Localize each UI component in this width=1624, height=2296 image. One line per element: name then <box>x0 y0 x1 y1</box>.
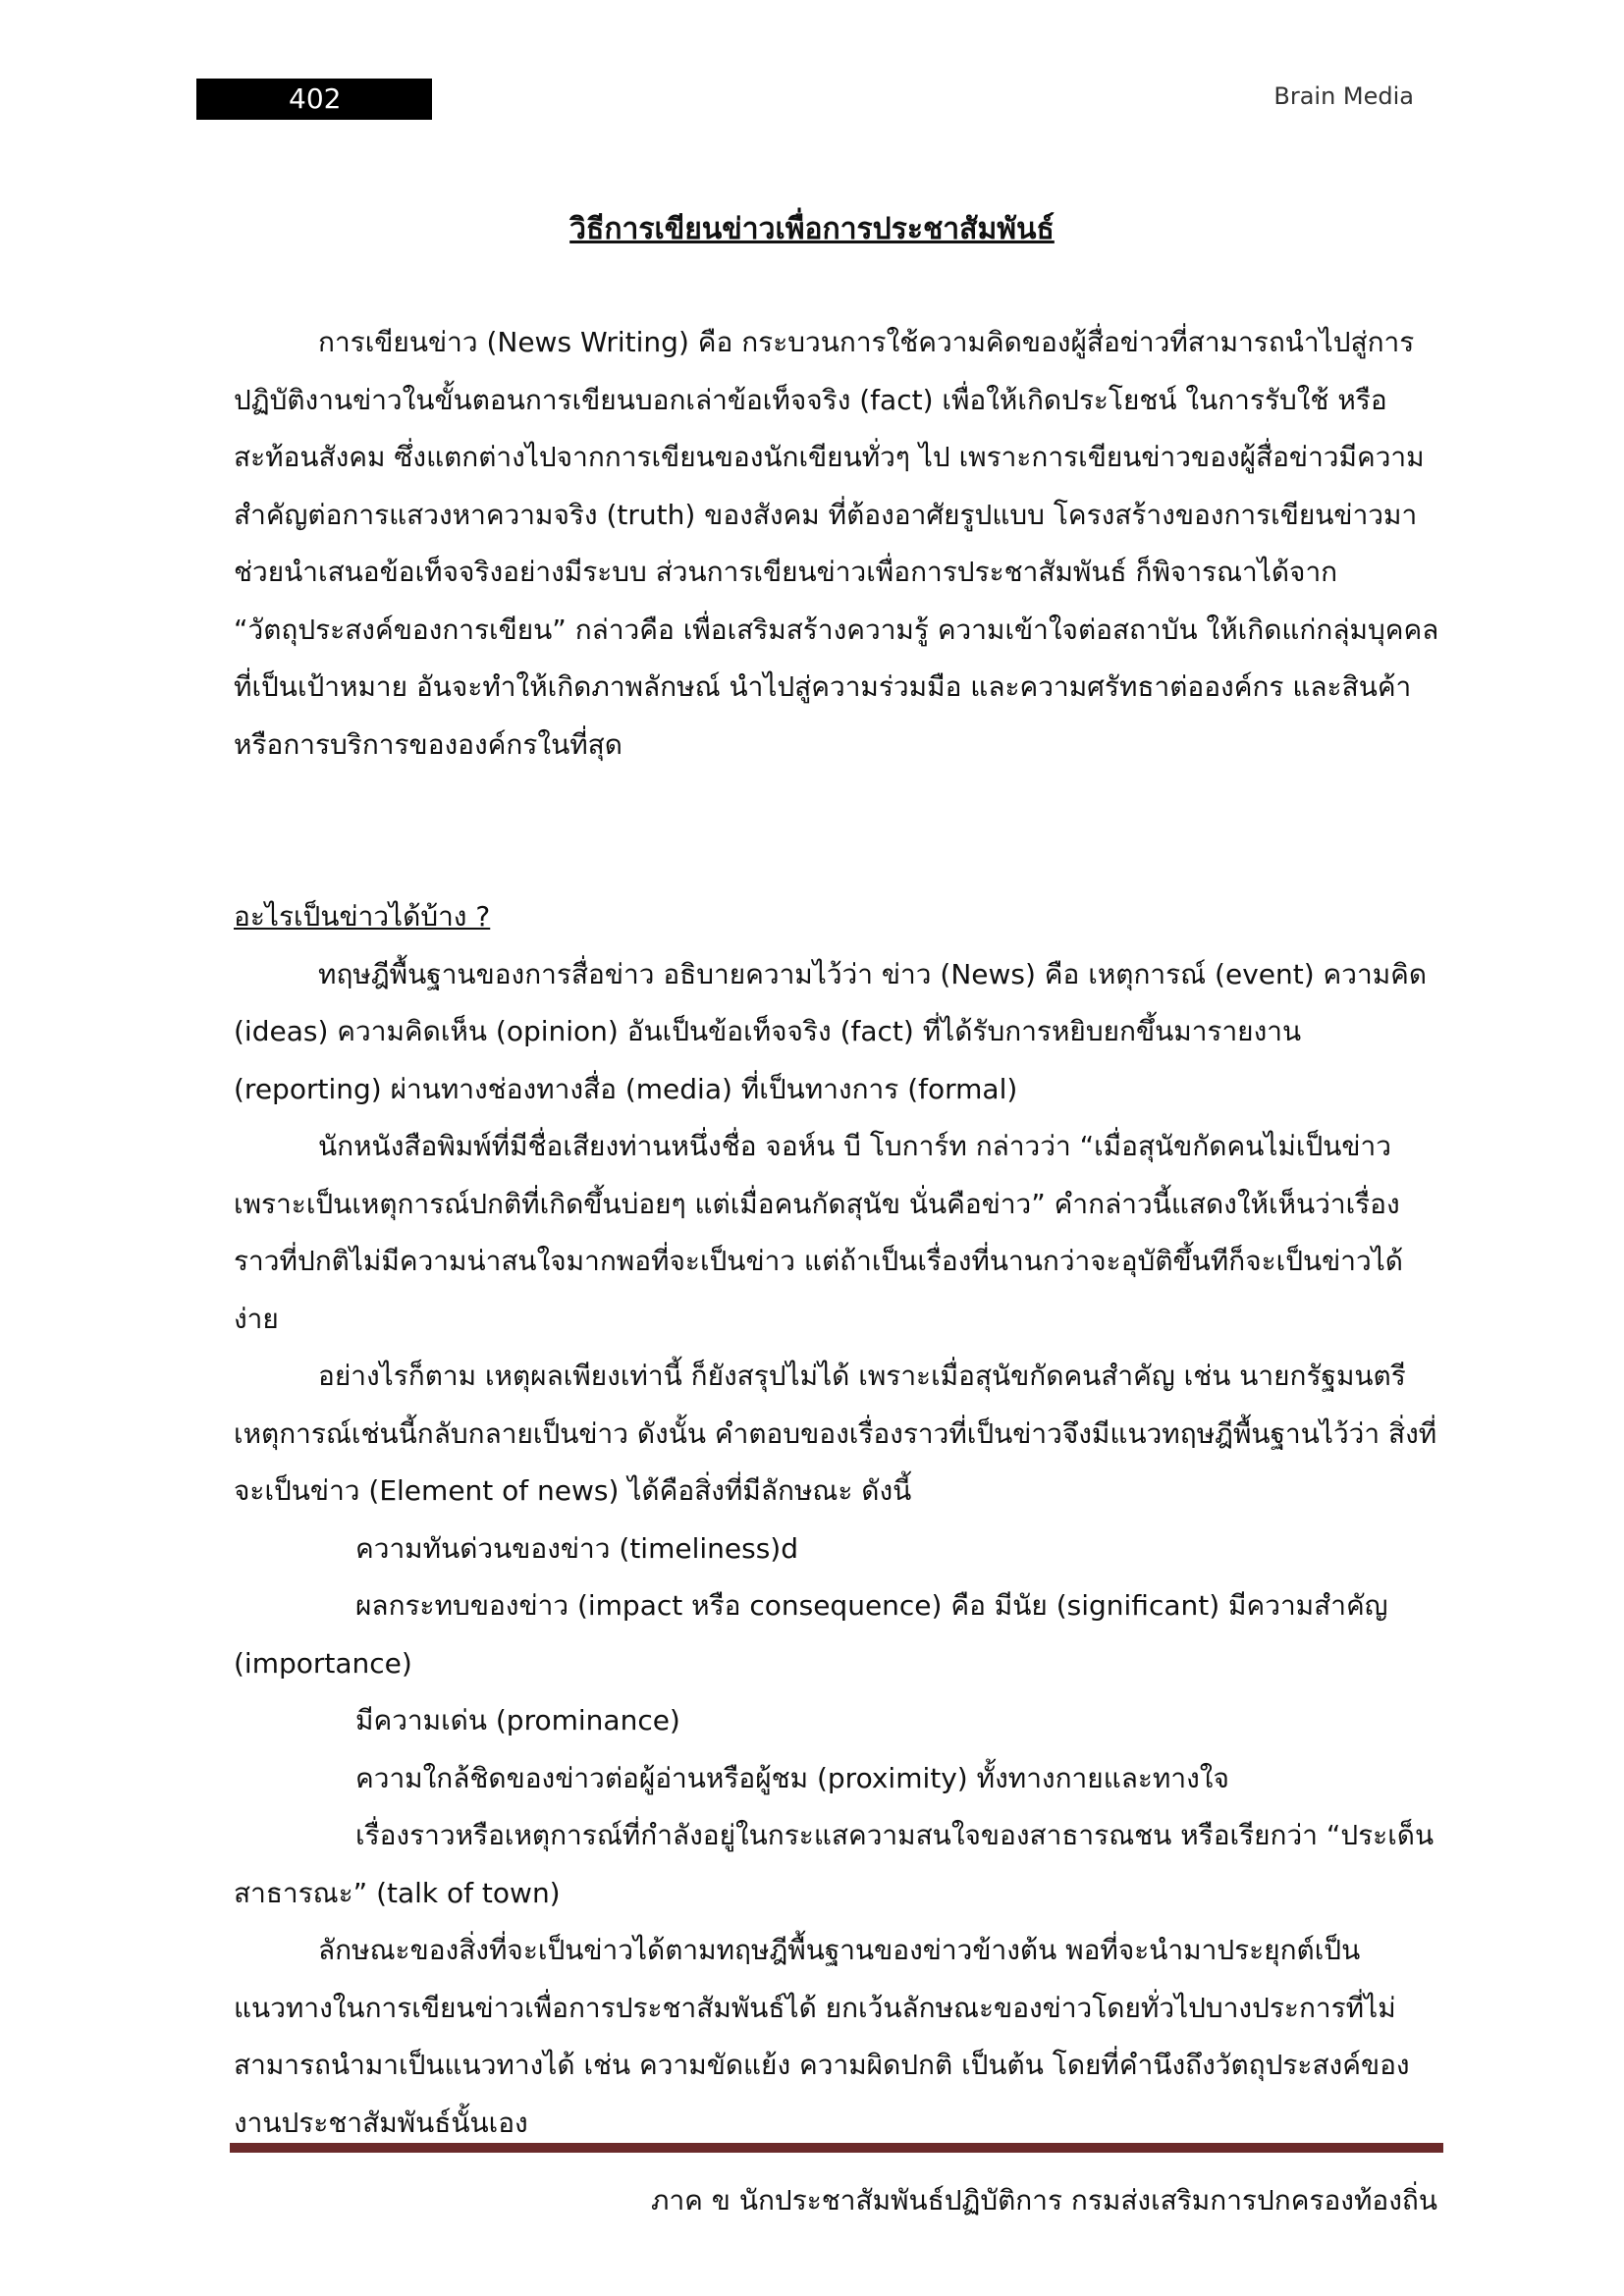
news-element-item: ความใกล้ชิดของข่าวต่อผู้อ่านหรือผู้ชม (proximity) ทั้งทางกายและทางใจ <box>355 1761 1229 1794</box>
news-element-continuation: สาธารณะ” (talk of town) <box>234 1876 561 1909</box>
pr-application-paragraph: ลักษณะของสิ่งที่จะเป็นข่าวได้ตามทฤษฎีพื้นฐานของข่าวข้างต้น พอที่จะนำมาประยุกต์เป็นแนวทางในการเขียนข่าวเพื่อการประชาสัมพันธ์ได้ ยกเว้นลักษณะของข่าวโดยทั่วไปบางประการที่ไม่สามารถนำมาเป็นแนวทางได้ เช่น ความขัดแย้ง ความผิดปกติ เป็นต้น โดยที่คำนึงถึงวัตถุประสงค์ของงานประชาสัมพันธ์นั้นเอง <box>234 1934 1410 2139</box>
footer-rule <box>230 2143 1443 2153</box>
footer-text: ภาค ข นักประชาสัมพันธ์ปฏิบัติการ กรมส่งเสริมการปกครองท้องถิ่น <box>650 2184 1437 2216</box>
news-elements-list <box>234 1521 1441 1923</box>
news-element-item: มีความเด่น (prominance) <box>355 1704 680 1736</box>
page-number: 402 <box>289 82 342 115</box>
paragraph-gap <box>234 774 1441 888</box>
intro-paragraph: การเขียนข่าว (News Writing) คือ กระบวนการใช้ความคิดของผู้สื่อข่าวที่สามารถนำไปสู่การปฏิบัติงานข่าวในขั้นตอนการเขียนบอกเล่าข้อเท็จจริง (fact) เพื่อให้เกิดประโยชน์ ในการรับใช้ หรือสะท้อนสังคม ซึ่งแตกต่างไปจากการเขียนของนักเขียนทั่วๆ ไป เพราะการเขียนข่าวของผู้สื่อข่าวมีความสำคัญต่อการแสวงหาความจริง (truth) ของสังคม ที่ต้องอาศัยรูปแบบ โครงสร้างของการเขียนข่าวมาช่วยนำเสนอข้อเท็จจริงอย่างมีระบบ ส่วนการเขียนข่าวเพื่อการประชาสัมพันธ์ ก็พิจารณาได้จาก “วัตถุประสงค์ของการเขียน” กล่าวคือ เพื่อเสริมสร้างความรู้ ความเข้าใจต่อสถาบัน ให้เกิดแก่กลุ่มบุคคลที่เป็นเป้าหมาย อันจะทำให้เกิดภาพลักษณ์ นำไปสู่ความร่วมมือ และความศรัทธาต่อองค์กร และสินค้า หรือการบริการขององค์กรในที่สุด <box>234 326 1439 761</box>
publisher-name: Brain Media <box>1273 82 1414 110</box>
element-of-news-paragraph: อย่างไรก็ตาม เหตุผลเพียงเท่านี้ ก็ยังสรุปไม่ได้ เพราะเมื่อสุนัขกัดคนสำคัญ เช่น นายกรัฐมนตรี เหตุการณ์เช่นนี้กลับกลายเป็นข่าว ดังนั้น คำตอบของเรื่องราวที่เป็นข่าวจึงมีแนวทฤษฎีพื้นฐานไว้ว่า สิ่งที่จะเป็นข่าว (Element of news) ได้คือสิ่งที่มีลักษณะ ดังนี้ <box>234 1360 1437 1507</box>
document-body <box>234 314 1441 2152</box>
news-element-item: เรื่องราวหรือเหตุการณ์ที่กำลังอยู่ในกระแสความสนใจของสาธารณชน หรือเรียกว่า “ประเด็น <box>355 1819 1435 1851</box>
news-definition-paragraph: ทฤษฎีพื้นฐานของการสื่อข่าว อธิบายความไว้ว่า ข่าว (News) คือ เหตุการณ์ (event) ความคิด (ideas) ความคิดเห็น (opinion) อันเป็นข้อเท็จจริง (fact) ที่ได้รับการหยิบยกขึ้นมารายงาน (reporting) ผ่านทางช่องทางสื่อ (media) ที่เป็นทางการ (formal) <box>234 957 1428 1105</box>
news-element-item: ความทันด่วนของข่าว (timeliness)d <box>355 1531 798 1565</box>
section-heading: อะไรเป็นข่าวได้บ้าง ? <box>234 900 491 933</box>
news-element-item: ผลกระทบของข่าว (impact หรือ consequence) คือ มีนัย (significant) มีความสำคัญ <box>355 1589 1388 1622</box>
news-element-continuation: (importance) <box>234 1646 412 1680</box>
bogart-quote-paragraph: นักหนังสือพิมพ์ที่มีชื่อเสียงท่านหนึ่งชื่อ จอห์น บี โบการ์ท กล่าวว่า “เมื่อสุนัขกัดคนไม่เป็นข่าว เพราะเป็นเหตุการณ์ปกติที่เกิดขึ้นบ่อยๆ แต่เมื่อคนกัดสุนัข นั่นคือข่าว” คำกล่าวนี้แสดงให้เห็นว่าเรื่องราวที่ปกติไม่มีความน่าสนใจมากพอที่จะเป็นข่าว แต่ถ้าเป็นเรื่องที่นานกว่าจะอุบัติขึ้นทีก็จะเป็นข่าวได้ง่าย <box>234 1130 1403 1335</box>
document-title: วิธีการเขียนข่าวเพื่อการประชาสัมพันธ์ <box>569 212 1055 246</box>
page-number-bar <box>196 79 432 120</box>
